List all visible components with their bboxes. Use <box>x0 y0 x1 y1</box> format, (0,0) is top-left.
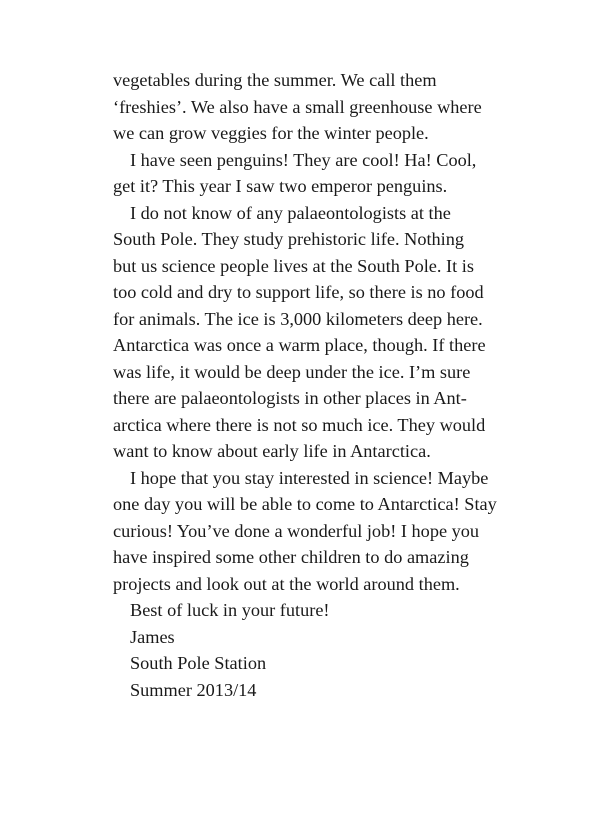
text-line: get it? This year I saw two emperor penguins. <box>113 176 448 196</box>
text-line: one day you will be able to come to Antarctica! Stay <box>113 494 497 514</box>
text-line: ‘freshies’. We also have a small greenhouse where <box>113 96 482 117</box>
text-line: Summer 2013/14 <box>130 679 257 700</box>
text-line: arctica where there is not so much ice. They would <box>113 414 486 435</box>
text-line: too cold and dry to support life, so there is no food <box>113 282 484 302</box>
text-line: South Pole Station <box>130 653 267 673</box>
text-line: vegetables during the summer. We call them <box>113 70 437 90</box>
text-line: I hope that you stay interested in science! Maybe <box>130 467 489 488</box>
text-line: but us science people lives at the South Pole. It is <box>113 255 474 276</box>
text-line: South Pole. They study prehistoric life. Nothing <box>113 229 465 249</box>
text-line: there are palaeontologists in other places in Ant- <box>113 388 467 408</box>
text-line: want to know about early life in Antarctica. <box>113 441 431 461</box>
text-line: was life, it would be deep under the ice. I’m sure <box>113 361 471 382</box>
text-line: I have seen penguins! They are cool! Ha! Cool, <box>130 149 477 170</box>
text-line: for animals. The ice is 3,000 kilometers deep here. <box>113 308 483 329</box>
text-line: James <box>130 626 175 647</box>
text-line: projects and look out at the world around them. <box>113 573 460 594</box>
letter-body <box>113 67 513 703</box>
text-line: curious! You’ve done a wonderful job! I hope you <box>113 520 480 541</box>
text-line: Antarctica was once a warm place, though. If there <box>113 335 486 355</box>
text-line: we can grow veggies for the winter people. <box>113 123 429 143</box>
text-line: Best of luck in your future! <box>130 600 330 620</box>
text-line: I do not know of any palaeontologists at the <box>130 202 451 223</box>
text-line: have inspired some other children to do amazing <box>113 547 469 567</box>
